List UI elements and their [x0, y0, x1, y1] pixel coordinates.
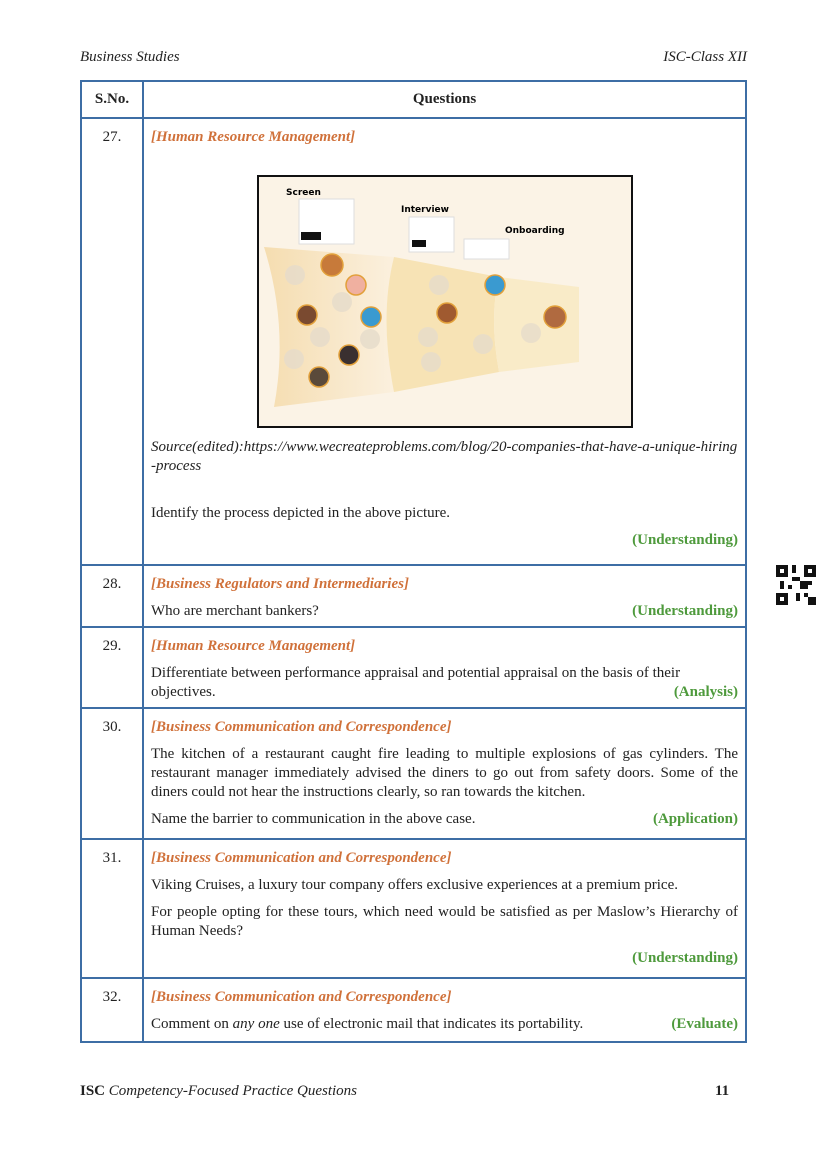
- footer-title: ISC Competency-Focused Practice Questions: [80, 1083, 358, 1099]
- cognitive-level-tag: (Understanding): [632, 532, 738, 548]
- table-row: [81, 708, 746, 839]
- figure-label-onboarding: Onboarding: [504, 226, 565, 236]
- question-topic: [Business Communication and Correspondence]: [151, 719, 452, 735]
- question-text: Identify the process depicted in the above picture.: [151, 505, 451, 521]
- source-prefix: Source(edited):: [151, 439, 244, 455]
- image-source: [151, 438, 738, 476]
- cognitive-level-tag: (Evaluate): [671, 1016, 738, 1032]
- cognitive-level-tag: (Application): [652, 811, 738, 827]
- cognitive-level-tag: (Understanding): [632, 603, 738, 619]
- question-text: Viking Cruises, a luxury tour company offers exclusive experiences at a premium price.: [151, 877, 678, 893]
- qr-code-icon[interactable]: [776, 565, 816, 605]
- table-row: [81, 978, 746, 1042]
- question-text: Who are merchant bankers?: [151, 603, 319, 619]
- question-topic: [Business Regulators and Intermediaries]: [151, 576, 409, 592]
- hiring-process-image: [257, 175, 633, 428]
- figure-label-interview: Interview: [400, 205, 449, 215]
- question-prompt: For people opting for these tours, which need would be satisfied as per Maslow’s Hierarchy of Human Needs?: [151, 904, 738, 939]
- question-prompt: Name the barrier to communication in the above case.: [151, 811, 476, 827]
- table-row: [81, 839, 746, 978]
- table-row: [81, 118, 746, 565]
- question-text: Differentiate between performance appraisal and potential appraisal on the basis of their objectives.: [151, 665, 681, 700]
- question-topic: [Business Communication and Correspondence]: [151, 850, 452, 866]
- question-text: The kitchen of a restaurant caught fire leading to multiple explosions of gas cylinders. The restaurant manager immediately advised the diners to go out from safety doors. Some of the diners could not hear the instructions clearly, so ran towards the kitchen.: [151, 746, 738, 800]
- question-topic: [Human Resource Management]: [151, 129, 356, 145]
- question-number: 29.: [81, 627, 143, 708]
- question-number: 31.: [81, 839, 143, 978]
- cognitive-level-tag: (Understanding): [632, 950, 738, 966]
- figure-label-screen: Screen: [285, 188, 321, 198]
- question-text: Comment on any one use of electronic mail that indicates its portability.: [151, 1016, 584, 1032]
- question-topic: [Human Resource Management]: [151, 638, 356, 654]
- question-number: 30.: [81, 708, 143, 839]
- question-topic: [Business Communication and Correspondence]: [151, 989, 452, 1005]
- question-number: 27.: [81, 118, 143, 565]
- column-header-sno: S.No.: [81, 81, 143, 118]
- running-header-class: ISC-Class XII: [663, 49, 747, 65]
- source-link[interactable]: https://www.wecreateproblems.com/blog/20-companies-that-have-a-unique-hiring-process: [151, 439, 738, 474]
- page-number: 11: [715, 1083, 730, 1099]
- question-number: 28.: [81, 565, 143, 627]
- question-number: 32.: [81, 978, 143, 1042]
- table-row: [81, 627, 746, 708]
- running-header-subject: Business Studies: [80, 49, 180, 65]
- cognitive-level-tag: (Analysis): [673, 684, 738, 700]
- table-row: [81, 565, 746, 627]
- column-header-questions: Questions: [143, 81, 746, 118]
- questions-table: [80, 80, 747, 1043]
- table-header-row: [81, 81, 746, 118]
